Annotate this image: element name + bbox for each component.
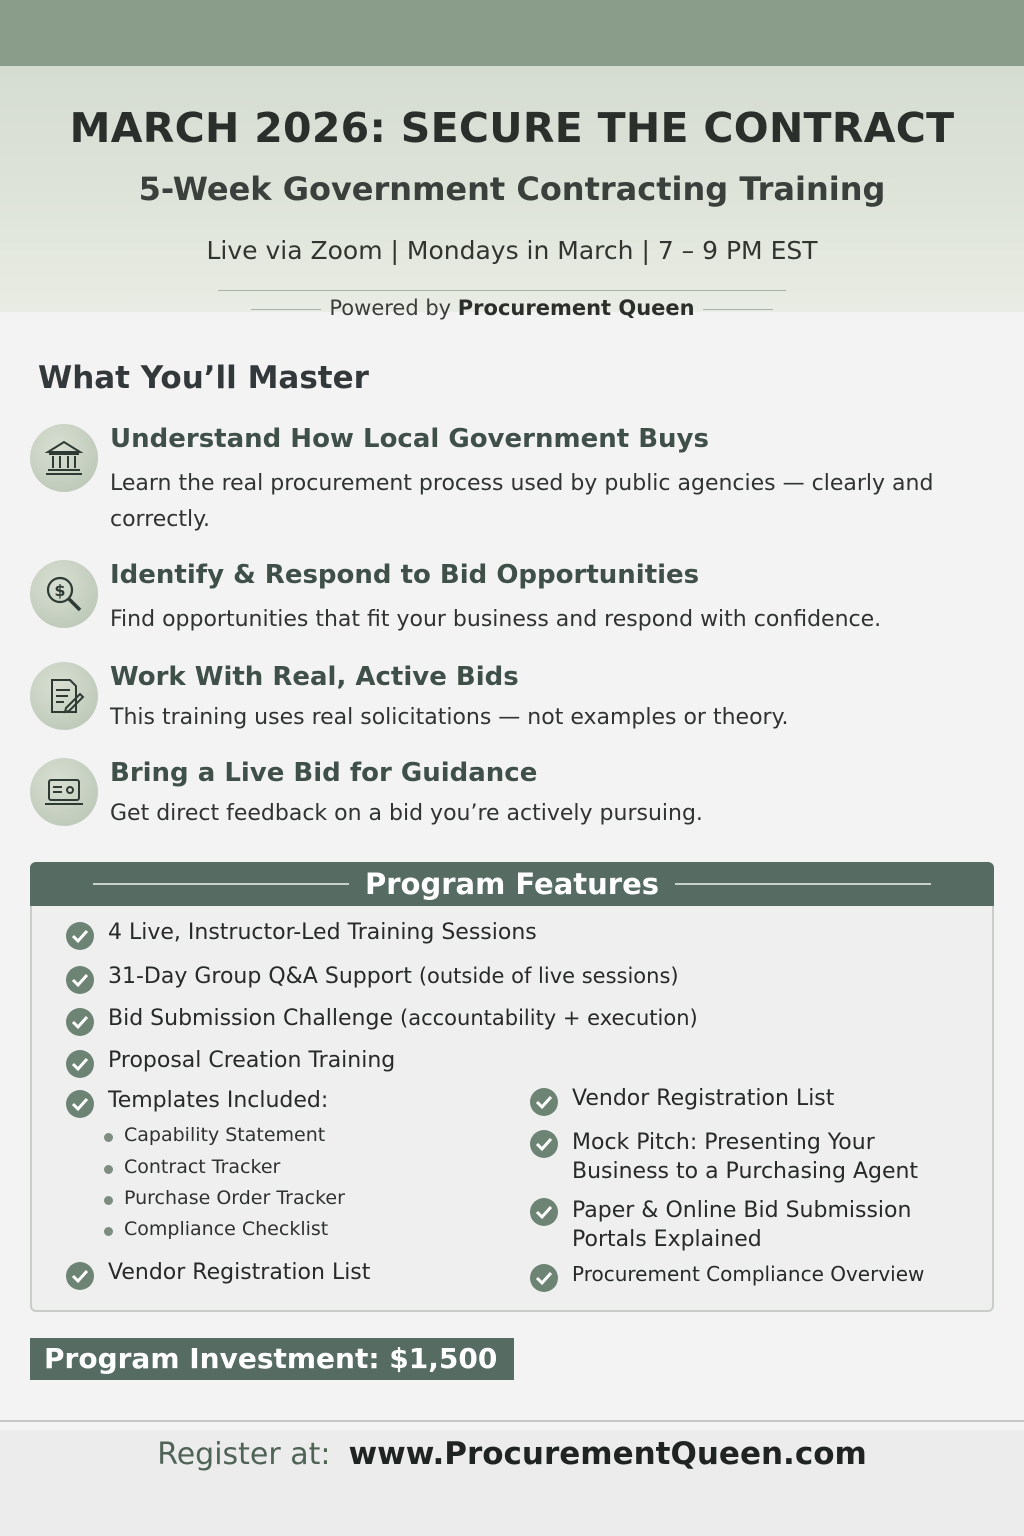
master-item-bids	[30, 560, 990, 640]
footer-divider	[0, 1420, 1024, 1422]
master-item-desc: This training uses real solicitations — not examples or theory.	[110, 705, 789, 730]
feature-main: Procurement Compliance Overview	[572, 1262, 925, 1286]
feature-item	[108, 1006, 698, 1031]
check-icon	[66, 1262, 94, 1290]
check-icon	[66, 966, 94, 994]
check-icon	[530, 1264, 558, 1292]
footer	[0, 1430, 1024, 1536]
feature-item	[572, 1262, 924, 1286]
feature-main: 31-Day Group Q&A Support	[108, 964, 412, 989]
feature-main: Templates Included:	[108, 1088, 329, 1113]
feature-item	[108, 1048, 395, 1073]
page-subtitle: 5-Week Government Contracting Training	[138, 170, 886, 208]
master-item-desc: Get direct feedback on a bid you’re actively pursuing.	[110, 801, 703, 826]
feature-line2: Portals Explained	[572, 1227, 762, 1252]
powered-line-right	[703, 309, 773, 310]
powered-prefix: Powered by	[329, 296, 452, 320]
check-icon	[530, 1130, 558, 1158]
master-item-real-bids	[30, 662, 990, 742]
feature-main: Vendor Registration List	[108, 1260, 371, 1285]
master-item-government	[30, 424, 990, 534]
header-banner	[0, 66, 1024, 312]
feature-item	[108, 1088, 328, 1113]
dollar-magnifier-icon	[30, 560, 98, 628]
page-title: MARCH 2026: SECURE THE CONTRACT	[69, 104, 955, 152]
feature-item	[108, 1260, 370, 1285]
check-icon	[66, 1008, 94, 1036]
laptop-icon	[30, 758, 98, 826]
schedule-info: Live via Zoom | Mondays in March | 7 – 9 PM EST	[206, 236, 818, 265]
feature-item	[108, 964, 679, 989]
powered-by	[0, 296, 1024, 320]
feature-item	[572, 1086, 834, 1111]
register-url-link[interactable]: www.ProcurementQueen.com	[348, 1436, 867, 1472]
features-heading: Program Features	[364, 867, 660, 901]
program-investment-badge: Program Investment: $1,500	[30, 1338, 514, 1380]
top-color-strip	[0, 0, 1024, 66]
feature-main: Vendor Registration List	[572, 1086, 835, 1111]
feature-main: Proposal Creation Training	[108, 1048, 396, 1073]
template-item: Capability Statement	[124, 1124, 326, 1146]
features-line-left	[93, 883, 349, 885]
check-icon	[66, 1050, 94, 1078]
feature-note: (accountability + execution)	[400, 1006, 698, 1030]
document-pen-icon	[30, 662, 98, 730]
courthouse-icon	[30, 424, 98, 492]
feature-item	[572, 1128, 918, 1186]
master-item-title: Bring a Live Bid for Guidance	[110, 758, 538, 788]
template-item: Purchase Order Tracker	[124, 1187, 345, 1209]
features-line-right	[675, 883, 931, 885]
powered-brand: Procurement Queen	[457, 296, 695, 320]
master-item-live-bid	[30, 758, 990, 838]
master-heading: What You’ll Master	[38, 360, 369, 396]
svg-text:$: $	[54, 581, 66, 600]
feature-note: (outside of live sessions)	[418, 964, 679, 988]
master-item-desc: Learn the real procurement process used by public agencies — clearly and correctly.	[110, 471, 934, 532]
feature-main: Bid Submission Challenge	[108, 1006, 394, 1031]
program-features-panel	[30, 862, 994, 1312]
master-item-title: Identify & Respond to Bid Opportunities	[110, 560, 700, 590]
master-item-desc: Find opportunities that fit your business and respond with confidence.	[110, 607, 882, 632]
feature-line1: Paper & Online Bid Submission	[572, 1198, 912, 1223]
feature-line1: Mock Pitch: Presenting Your	[572, 1130, 875, 1155]
header-divider	[218, 290, 786, 291]
master-item-title: Work With Real, Active Bids	[110, 662, 519, 692]
check-icon	[66, 922, 94, 950]
template-item: Contract Tracker	[124, 1156, 281, 1178]
check-icon	[530, 1198, 558, 1226]
check-icon	[66, 1090, 94, 1118]
register-label: Register at:	[157, 1437, 331, 1472]
feature-line2: Business to a Purchasing Agent	[572, 1159, 919, 1184]
template-item: Compliance Checklist	[124, 1218, 329, 1240]
feature-item	[572, 1196, 911, 1254]
powered-line-left	[251, 309, 321, 310]
master-item-title: Understand How Local Government Buys	[110, 424, 709, 454]
feature-item	[108, 920, 537, 945]
feature-main: 4 Live, Instructor-Led Training Sessions	[108, 920, 537, 945]
features-header-bar	[30, 862, 994, 906]
check-icon	[530, 1088, 558, 1116]
